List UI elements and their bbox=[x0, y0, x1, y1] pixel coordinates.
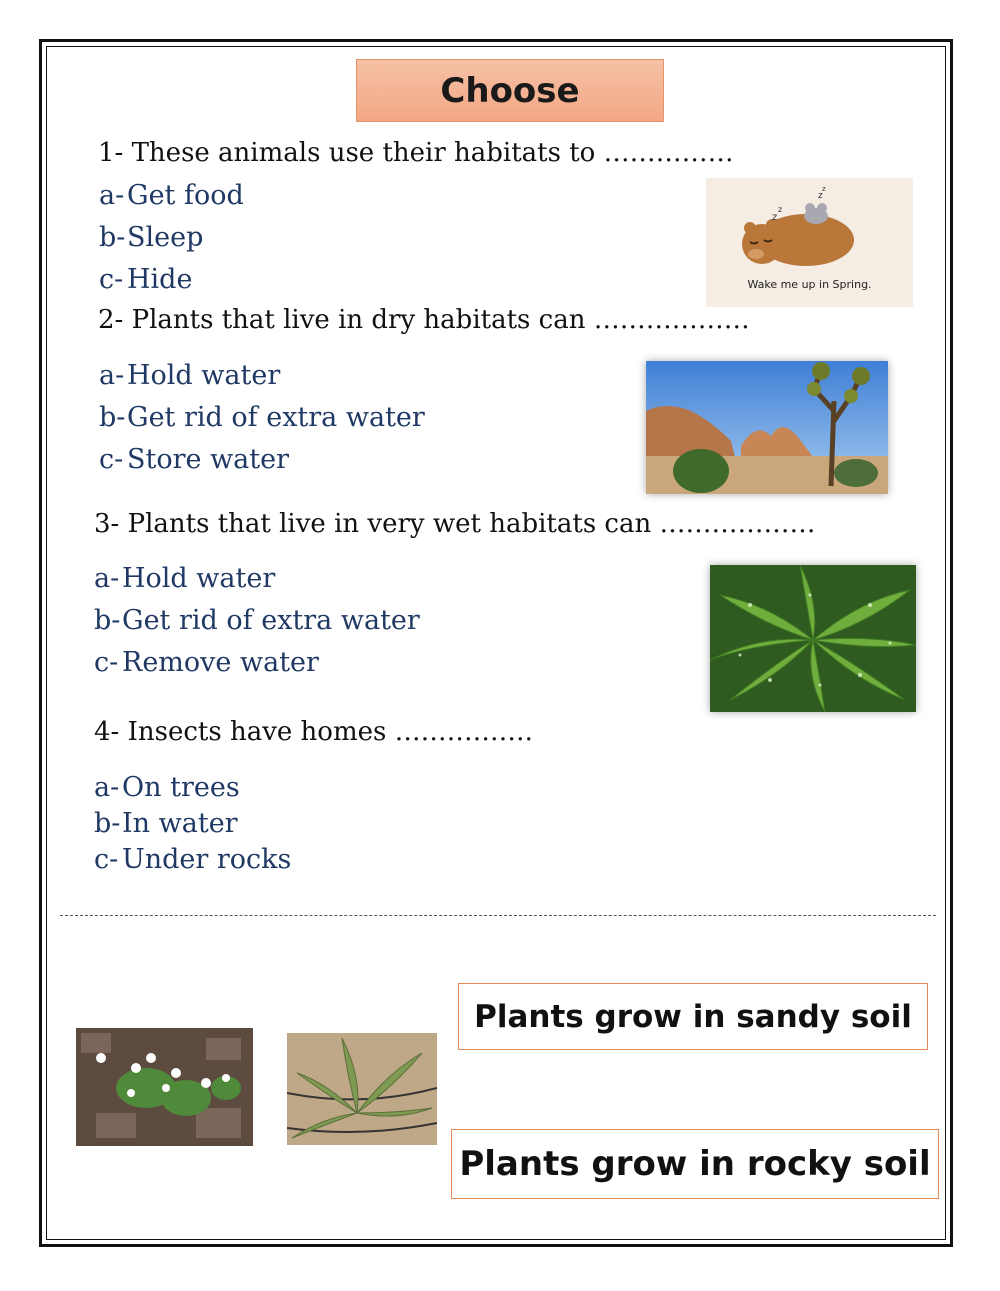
q2-option-c[interactable]: c- Store water bbox=[99, 444, 290, 475]
q3-option-c[interactable]: c- Remove water bbox=[94, 647, 319, 678]
q1-option-a[interactable]: a- Get food bbox=[99, 180, 244, 211]
q4-option-c[interactable]: c- Under rocks bbox=[94, 844, 292, 875]
q2-option-a[interactable]: a- Hold water bbox=[99, 360, 281, 391]
q3-option-b[interactable]: b-Get rid of extra water bbox=[94, 605, 420, 636]
q3-option-a[interactable]: a- Hold water bbox=[94, 563, 276, 594]
q4-option-a[interactable]: a- On trees bbox=[94, 772, 240, 803]
svg-text:z: z bbox=[772, 212, 778, 223]
q4-option-b[interactable]: b-In water bbox=[94, 808, 238, 839]
desert-joshua-tree-image bbox=[646, 361, 888, 494]
wet-plant-leaves-image bbox=[710, 565, 916, 712]
question-1: 1- These animals use their habitats to …………… bbox=[98, 138, 734, 168]
sleeping-bear-image bbox=[706, 178, 913, 307]
question-3: 3- Plants that live in very wet habitats can ……………… bbox=[94, 509, 816, 539]
label-rocky-soil[interactable]: Plants grow in rocky soil bbox=[451, 1129, 939, 1199]
question-2: 2- Plants that live in dry habitats can ……………… bbox=[98, 305, 750, 335]
page-title: Choose bbox=[356, 59, 664, 122]
svg-text:z: z bbox=[818, 191, 823, 201]
q1-option-c[interactable]: c- Hide bbox=[99, 264, 193, 295]
bear-caption: Wake me up in Spring. bbox=[747, 278, 872, 291]
label-sandy-soil[interactable]: Plants grow in sandy soil bbox=[458, 983, 928, 1050]
rocky-soil-flowers-image[interactable] bbox=[76, 1028, 253, 1146]
q1-option-b[interactable]: b-Sleep bbox=[99, 222, 204, 253]
question-4: 4- Insects have homes ……………. bbox=[94, 717, 533, 747]
section-divider bbox=[60, 915, 936, 916]
q2-option-b[interactable]: b-Get rid of extra water bbox=[99, 402, 425, 433]
svg-text:z: z bbox=[778, 205, 783, 214]
sandy-soil-aloe-image[interactable] bbox=[287, 1033, 437, 1145]
svg-text:z: z bbox=[822, 185, 826, 193]
